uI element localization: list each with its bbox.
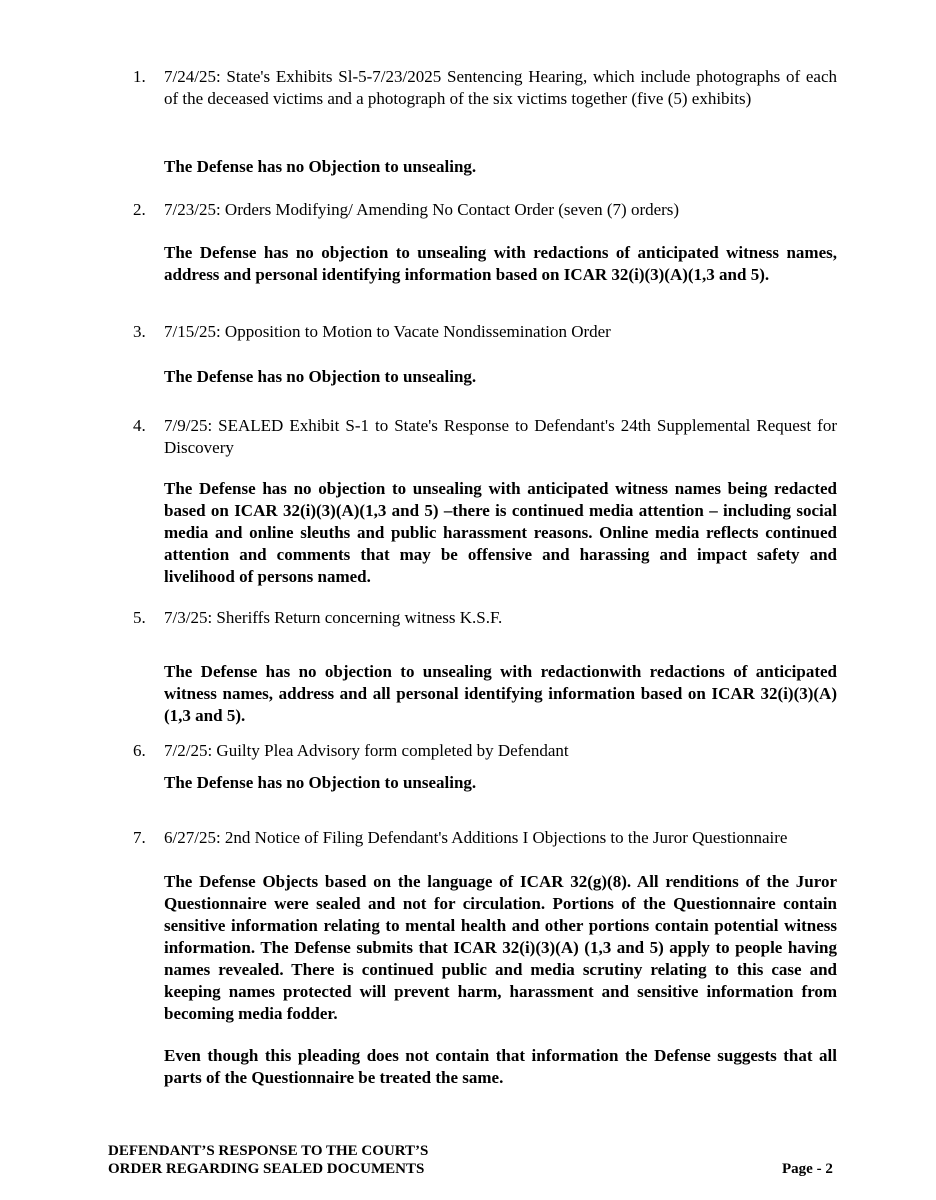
item-7-description: 6/27/25: 2nd Notice of Filing Defendant's Additions I Objections to the Juror Questionnaire — [164, 828, 788, 847]
item-5-description: 7/3/25: Sheriffs Return concerning witness K.S.F. — [164, 608, 503, 627]
item-4-response: The Defense has no objection to unsealing with anticipated witness names being redacted based on ICAR 32(i)(3)(A)(1,3 and 5) –there is continued media attention – including social media and online sleuths and public harassment reasons. Online media reflects continued attention and comments that may be offensive and harassing and impact safety and livelihood of persons named. — [164, 479, 837, 586]
item-3-response: The Defense has no Objection to unsealing. — [164, 367, 477, 386]
item-2-description: 7/23/25: Orders Modifying/ Amending No Contact Order (seven (7) orders) — [164, 200, 680, 219]
item-5-response: The Defense has no objection to unsealing with redactionwith redactions of anticipated witness names, address and all personal identifying information based on ICAR 32(i)(3)(A)(1,3 and 5). — [164, 662, 837, 725]
item-1-number: 1. — [133, 67, 146, 86]
document-footer — [108, 1142, 428, 1178]
item-1-description: 7/24/25: State's Exhibits Sl-5-7/23/2025 Sentencing Hearing, which include photographs of each of the deceased victims and a photograph of the six victims together (five (5) exhibits) — [164, 67, 837, 108]
item-1-response: The Defense has no Objection to unsealing. — [164, 157, 477, 176]
item-6-description: 7/2/25: Guilty Plea Advisory form completed by Defendant — [164, 741, 569, 760]
footer-title-line-1: DEFENDANT’S RESPONSE TO THE COURT’S — [108, 1143, 429, 1159]
item-3-number: 3. — [133, 322, 146, 341]
item-7-number: 7. — [133, 828, 146, 847]
item-2-response: The Defense has no objection to unsealing with redactions of anticipated witness names, address and personal identifying information based on ICAR 32(i)(3)(A)(1,3 and 5). — [164, 243, 837, 284]
item-6-number: 6. — [133, 741, 146, 760]
item-7-response: The Defense Objects based on the language of ICAR 32(g)(8). All renditions of the Juror Questionnaire were sealed and not for circulation. Portions of the Questionnaire contain sensitive information relating to mental health and other portions contain potential witness information. The Defense submits that ICAR 32(i)(3)(A) (1,3 and 5) apply to people having names revealed. There is continued public and media scrutiny relating to this case and keeping names protected will prevent harm, harassment and sensitive information from becoming media fodder. — [164, 872, 837, 1023]
item-5-number: 5. — [133, 608, 146, 627]
footer-title-line-2: ORDER REGARDING SEALED DOCUMENTS — [108, 1161, 425, 1177]
page-number: Page - 2 — [782, 1161, 833, 1177]
item-6-response: The Defense has no Objection to unsealing. — [164, 773, 477, 792]
item-2-number: 2. — [133, 200, 146, 219]
item-7-response-continued: Even though this pleading does not contain that information the Defense suggests that all parts of the Questionnaire be treated the same. — [164, 1046, 837, 1087]
item-3-description: 7/15/25: Opposition to Motion to Vacate Nondissemination Order — [164, 322, 611, 341]
item-4-description: 7/9/25: SEALED Exhibit S-1 to State's Response to Defendant's 24th Supplemental Request for Discovery — [164, 416, 837, 457]
item-4-number: 4. — [133, 416, 146, 435]
